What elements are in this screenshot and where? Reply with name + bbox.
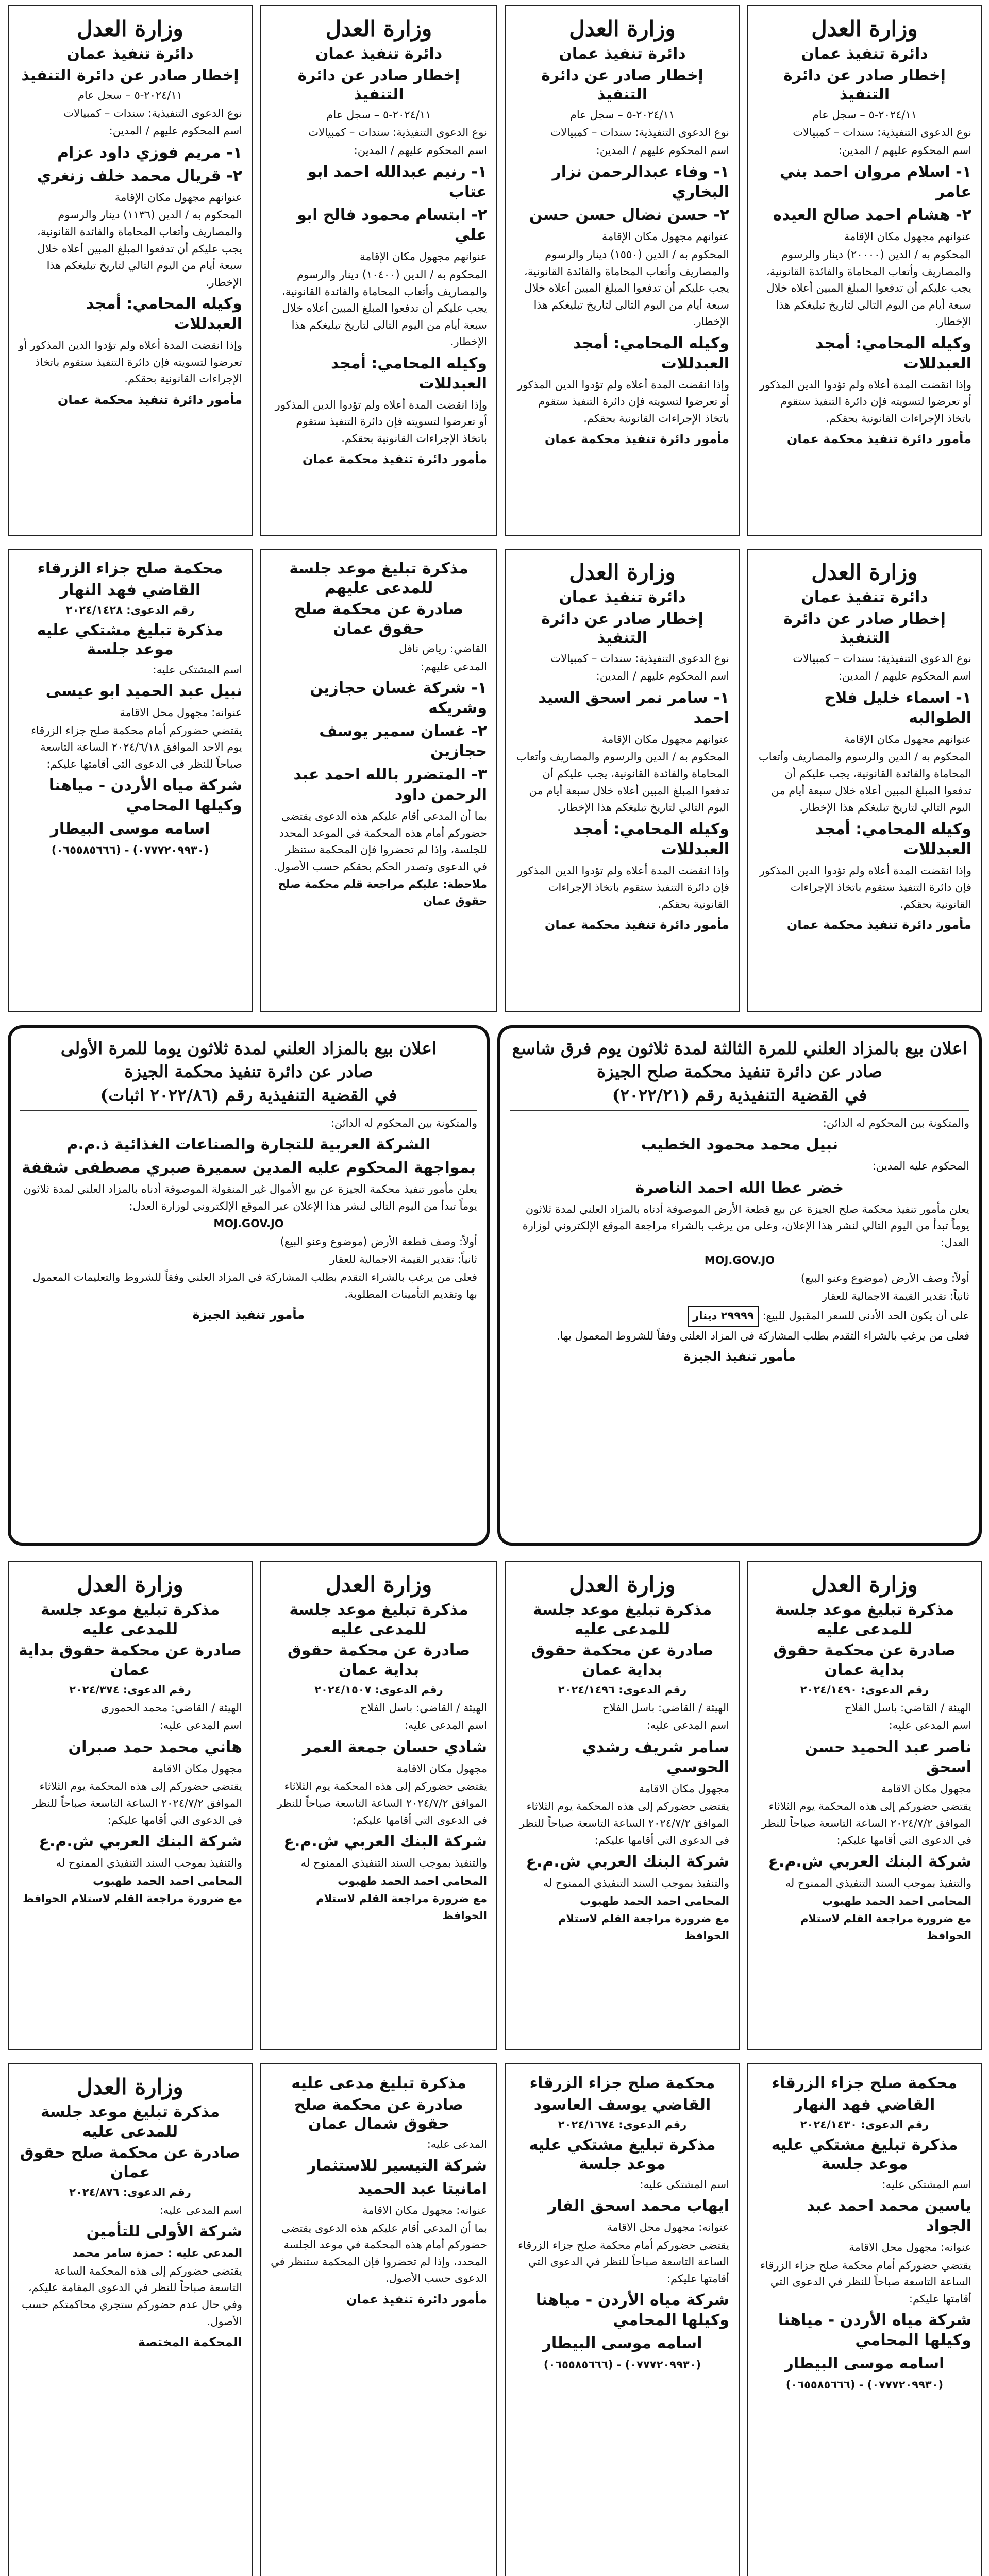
court-name: صادرة عن محكمة حقوق بداية عمان bbox=[287, 1641, 471, 1679]
case-number: رقم الدعوى: ٢٠٢٤/٣٧٤ bbox=[69, 1684, 191, 1697]
case-number: ٢٠٢٤/١١-٥ – سجل عام bbox=[77, 89, 183, 102]
ministry-title: وزارة العدل bbox=[811, 560, 918, 585]
notice-heading: إخطار صادر عن دائرة التنفيذ bbox=[541, 609, 703, 648]
notice-r5-4: وزارة العدل مذكرة تبليغ موعد جلسة للمدعى عليه صادرة عن محكمة صلح حقوق عمان رقم الدعوى: ٢٠٢٤/٨٧٦ اسم المدعى عليه: شركة الأولى للتأمين المدعي عليه : حمزة سامر محمد يقتضي حضوركم إلى هذه المحكمة الساعة التاسعة صباحاً للنظر في الدعوى المقامة عليكم، وفي حال عدم حضوركم ستجري محاكمتكم حسب الأصول. المحكمة المختصة bbox=[8, 2063, 253, 2576]
dept-title: دائرة تنفيذ عمان bbox=[315, 45, 443, 63]
lawyer-line: وكيله المحامي: أمجد العبدللات bbox=[86, 295, 242, 333]
notice-r2-b: وزارة العدل دائرة تنفيذ عمان إخطار صادر عن دائرة التنفيذ نوع الدعوى التنفيذية: سندات – كمبيالات اسم المحكوم عليهم / المدين: ١- سامر نمر اسحق السيد احمد عنوانهم مجهول مكان الإقامة المحكوم به / الدين والرسوم والمصاريف وأتعاب المحاماة والفائدة القانونية، يجب عليكم أن تدفعوا المبلغ المبين أعلاه خلال سبعة أيام من اليوم التالي لتاريخ تبليغكم هذا الإخطار. وكيله المحامي: أمجد العبدللات وإذا انقضت المدة أعلاه ولم تؤدوا الدين المذكور فإن دائرة التنفيذ ستقوم باتخاذ الإجراءات القانونية بحقكم. مأمور دائرة تنفيذ محكمة عمان bbox=[505, 549, 740, 1012]
ministry-title: وزارة العدل bbox=[569, 16, 676, 41]
summons-title: مذكرة تبليغ مشتكي عليه موعد جلسة bbox=[37, 621, 224, 659]
case-number: رقم الدعوى: ٢٠٢٤/١٦٧٤ bbox=[558, 2119, 687, 2131]
footer-note: مع ضرورة مراجعة القلم لاستلام الحوافظ bbox=[558, 1912, 729, 1942]
website: MOJ.GOV.JO bbox=[213, 1217, 284, 1230]
summons-title: مذكرة تبليغ مدعى عليه bbox=[291, 2074, 466, 2092]
footer-signature: المحكمة المختصة bbox=[138, 2335, 242, 2350]
defendant-name: ياسين محمد احمد عبد الجواد bbox=[807, 2197, 971, 2235]
notice-r1-2: وزارة العدل دائرة تنفيذ عمان إخطار صادر عن دائرة التنفيذ ٢٠٢٤/١١-٥ – سجل عام نوع الدعوى التنفيذية: سندات – كمبيالات اسم المحكوم عليهم / المدين: ١- وفاء عبدالرحمن نزار البخاري ٢- حسن نضال حسن حسن عنوانهم مجهول مكان الإقامة المحكوم به / الدين (١٥٥٠) دينار والرسوم والمصاريف وأتعاب المحاماة والفائدة القانونية، يجب عليكم أن تدفعوا المبلغ المبين أعلاه خلال سبعة أيام من اليوم التالي لتاريخ تبليغكم هذا الإخطار. وكيله المحامي: أمجد العبدللات وإذا انقضت المدة أعلاه ولم تؤدوا الدين المذكور أو تعرضوا لتسويته فإن دائرة التنفيذ ستقوم باتخاذ الإجراءات القانونية بحقكم. مأمور دائرة تنفيذ محكمة عمان bbox=[505, 5, 740, 536]
summons-title: مذكرة تبليغ موعد جلسة للمدعى عليه bbox=[40, 1601, 220, 1638]
complainant-lawyer: شركة مياه الأردن - مياهنا وكيلها المحامي bbox=[48, 776, 242, 815]
plaintiff-lawyer: المحامي احمد الحمد طهبوب bbox=[338, 1874, 487, 1887]
court-name: صادرة عن محكمة صلح حقوق عمان bbox=[294, 600, 464, 638]
plaintiff-name: شركة البنك العربي ش.م.ع bbox=[283, 1833, 487, 1851]
footer-signature: مأمور دائرة تنفيذ عمان bbox=[346, 2292, 487, 2307]
auction-notice-right: اعلان بيع بالمزاد العلني للمرة الثالثة لمدة ثلاثون يوم فرق شاسع صادر عن دائرة تنفيذ محكمة صلح الجيزة في القضية التنفيذية رقم (٢٠٢٢/٢١) والمتكونة بين المحكوم له الدائن: نبيل محمد محمود الخطيب المحكوم عليه المدين: خضر عطا الله احمد الناصرة يعلن مأمور تنفيذ محكمة صلح الجيزة عن بيع قطعة الأرض الموصوفة أدناه بالمزاد العلني لمدة ثلاثون يوماً تبدأ من اليوم التالي لنشر هذا الإعلان، وعلى من يرغب بالشراء مراجعة الموقع الإلكتروني لوزارة العدل: MOJ.GOV.JO أولاً: وصف الأرض (موضوع وعنو البيع) ثانياً: تقدير القيمة الاجمالية للعقار على أن يكون الحد الأدنى للسعر المقبول للبيع: ٢٩٩٩٩ دينار فعلى من يرغب بالشراء التقدم بطلب المشاركة في المزاد العلني وفقاً للشروط المعمول بها. مأمور تنفيذ الجيزة bbox=[497, 1025, 982, 1546]
case-number: رقم الدعوى: ٢٠٢٤/١٤٣٠ bbox=[800, 2119, 929, 2131]
complainant-lawyer: شركة مياه الأردن - مياهنا وكيلها المحامي bbox=[535, 2291, 729, 2330]
debtor-name: ١- اسلام مروان احمد بني عامر bbox=[779, 163, 971, 201]
case-number: في القضية التنفيذية رقم (٢٠٢٢/٢١) bbox=[612, 1084, 867, 1105]
court-name: صادرة عن محكمة حقوق بداية عمان bbox=[18, 1641, 242, 1679]
summons-title: مذكرة تبليغ مشتكي عليه موعد جلسة bbox=[771, 2136, 958, 2174]
defendant-name: شركة التيسير للاستثمار bbox=[307, 2157, 487, 2175]
complainant-lawyer: شركة مياه الأردن - مياهنا وكيلها المحامي bbox=[778, 2311, 971, 2350]
phone-numbers: (٠٧٧٧٢٠٩٩٣٠) - (٠٦٥٥٨٥٦٦٦) bbox=[785, 2379, 944, 2392]
notice-r4-3: وزارة العدل مذكرة تبليغ موعد جلسة للمدعى عليه صادرة عن محكمة حقوق بداية عمان رقم الدعوى: ٢٠٢٤/١٥٠٧ الهيئة / القاضي: باسل الفلاح اسم المدعى عليه: شادي حسان جمعة العمر مجهول مكان الاقامة يقتضي حضوركم إلى هذه المحكمة يوم الثلاثاء الموافق ٢٠٢٤/٧/٢ الساعة التاسعة صباحاً للنظر في الدعوى التي أقامها عليكم: شركة البنك العربي ش.م.ع والتنفيذ بموجب السند التنفيذي الممنوح له المحامي احمد الحمد طهبوب مع ضرورة مراجعة القلم لاستلام الحوافظ bbox=[260, 1561, 497, 2050]
creditor-name: نبيل محمد محمود الخطيب bbox=[641, 1136, 839, 1154]
footer-signature: مأمور دائرة تنفيذ محكمة عمان bbox=[544, 432, 729, 447]
judge-name: القاضي يوسف العاسود bbox=[533, 2095, 711, 2114]
website: MOJ.GOV.JO bbox=[704, 1254, 775, 1267]
case-number: رقم الدعوى: ٢٠٢٤/١٤٩٦ bbox=[558, 1684, 687, 1697]
summons-title: مذكرة تبليغ مشتكي عليه موعد جلسة bbox=[529, 2136, 716, 2174]
debtor-name: ٢- حسن نضال حسن حسن bbox=[529, 206, 729, 225]
judge-name: القاضي فهد النهار bbox=[59, 581, 201, 599]
defendant-name: هاني محمد حمد صبران bbox=[68, 1738, 242, 1756]
lawyer-line: وكيله المحامي: أمجد العبدللات bbox=[573, 334, 729, 372]
notice-r5-1: محكمة صلح جزاء الزرقاء القاضي فهد النهار رقم الدعوى: ٢٠٢٤/١٤٣٠ مذكرة تبليغ مشتكي عليه موعد جلسة اسم المشتكى عليه: ياسين محمد احمد عبد الجواد عنوانه: مجهول محل الاقامة يقتضي حضوركم أمام محكمة صلح جزاء الزرقاء الساعة التاسعة صباحاً للنظر في الدعوى التي أقامتها عليكم: شركة مياه الأردن - مياهنا وكيلها المحامي اسامه موسى البيطار (٠٧٧٧٢٠٩٩٣٠) - (٠٦٥٥٨٥٦٦٦) bbox=[747, 2063, 982, 2576]
issuer: صادر عن دائرة تنفيذ محكمة صلح الجيزة bbox=[596, 1061, 883, 1082]
defendant-name: سامر شريف رشدي الحوسي bbox=[582, 1738, 729, 1776]
lawyer-name: اسامه موسى البيطار bbox=[784, 2354, 945, 2373]
defendant-name: ٣- المتضرر بالله احمد عبد الرحمن داود bbox=[293, 766, 487, 804]
phone-numbers: (٠٧٧٧٢٠٩٩٣٠) - (٠٦٥٥٨٥٦٦٦) bbox=[543, 2359, 701, 2371]
footer-signature: مأمور دائرة تنفيذ محكمة عمان bbox=[786, 432, 971, 447]
footer-note: مع ضرورة مراجعة القلم لاستلام الحوافظ bbox=[800, 1912, 971, 1942]
court-name: صادرة عن محكمة صلح حقوق عمان bbox=[20, 2144, 241, 2181]
notice-r4-2: وزارة العدل مذكرة تبليغ موعد جلسة للمدعى عليه صادرة عن محكمة حقوق بداية عمان رقم الدعوى: ٢٠٢٤/١٤٩٦ الهيئة / القاضي: باسل الفلاح اسم المدعى عليه: سامر شريف رشدي الحوسي مجهول مكان الاقامة يقتضي حضوركم إلى هذه المحكمة يوم الثلاثاء الموافق ٢٠٢٤/٧/٢ الساعة التاسعة صباحاً للنظر في الدعوى التي أقامها عليكم: شركة البنك العربي ش.م.ع والتنفيذ بموجب السند التنفيذي الممنوح له المحامي احمد الحمد طهبوب مع ضرورة مراجعة القلم لاستلام الحوافظ bbox=[505, 1561, 740, 2050]
case-number: رقم الدعوى: ٢٠٢٤/٨٧٦ bbox=[69, 2186, 191, 2199]
lawyer-line: وكيله المحامي: أمجد العبدللات bbox=[815, 820, 971, 858]
ministry-title: وزارة العدل bbox=[325, 1572, 432, 1597]
lawyer-line: وكيله المحامي: أمجد العبدللات bbox=[573, 820, 729, 858]
plaintiff-lawyer: المحامي احمد الحمد طهبوب bbox=[822, 1894, 971, 1907]
auction-title: اعلان بيع بالمزاد العلني لمدة ثلاثون يوما للمرة الأولى bbox=[60, 1038, 437, 1058]
defendant-name: ٢- غسان سمير يوسف حجازين bbox=[319, 722, 487, 761]
notice-r4-4: وزارة العدل مذكرة تبليغ موعد جلسة للمدعى عليه صادرة عن محكمة حقوق بداية عمان رقم الدعوى: ٢٠٢٤/٣٧٤ الهيئة / القاضي: محمد الحموري اسم المدعى عليه: هاني محمد حمد صبران مجهول مكان الاقامة يقتضي حضوركم إلى هذه المحكمة يوم الثلاثاء الموافق ٢٠٢٤/٧/٢ الساعة التاسعة صباحاً للنظر في الدعوى التي أقامها عليكم: شركة البنك العربي ش.م.ع والتنفيذ بموجب السند التنفيذي الممنوح له المحامي احمد الحمد طهبوب مع ضرورة مراجعة القلم لاستلام الحوافظ bbox=[8, 1561, 253, 2050]
debtor-name: ٢- هشام احمد صالح العيده bbox=[773, 206, 971, 225]
dept-title: دائرة تنفيذ عمان bbox=[559, 45, 686, 63]
case-number: ٢٠٢٤/١١-٥ – سجل عام bbox=[812, 108, 917, 121]
notice-r1-3: وزارة العدل دائرة تنفيذ عمان إخطار صادر عن دائرة التنفيذ ٢٠٢٤/١١-٥ – سجل عام نوع الدعوى التنفيذية: سندات – كمبيالات اسم المحكوم عليهم / المدين: ١- رنيم عبدالله احمد ابو عتاب ٢- ابتسام محمود فالح ابو علي عنوانهم مجهول مكان الإقامة المحكوم به / الدين (١٠٤٠٠) دينار والرسوم والمصاريف وأتعاب المحاماة والفائدة القانونية، يجب عليكم أن تدفعوا المبلغ المبين أعلاه خلال سبعة أيام من اليوم التالي لتاريخ تبليغكم هذا الإخطار. وكيله المحامي: أمجد العبدللات وإذا انقضت المدة أعلاه ولم تؤدوا الدين المذكور أو تعرضوا لتسويته فإن دائرة التنفيذ ستقوم باتخاذ الإجراءات القانونية بحقكم. مأمور دائرة تنفيذ محكمة عمان bbox=[260, 5, 497, 536]
defendant-name: شركة الأولى للتأمين bbox=[86, 2223, 242, 2241]
summons-title: مذكرة تبليغ موعد جلسة للمدعى عليه bbox=[40, 2103, 220, 2141]
notice-r4-1: وزارة العدل مذكرة تبليغ موعد جلسة للمدعى عليه صادرة عن محكمة حقوق بداية عمان رقم الدعوى: ٢٠٢٤/١٤٩٠ الهيئة / القاضي: باسل الفلاح اسم المدعى عليه: ناصر عبد الحميد حسن اسحق مجهول مكان الاقامة يقتضي حضوركم إلى هذه المحكمة يوم الثلاثاء الموافق ٢٠٢٤/٧/٢ الساعة التاسعة صباحاً للنظر في الدعوى التي أقامها عليكم: شركة البنك العربي ش.م.ع والتنفيذ بموجب السند التنفيذي الممنوح له المحامي احمد الحمد طهبوب مع ضرورة مراجعة القلم لاستلام الحوافظ bbox=[747, 1561, 982, 2050]
lawyer-line: وكيله المحامي: أمجد العبدللات bbox=[815, 334, 971, 372]
case-number: رقم الدعوى: ٢٠٢٤/١٥٠٧ bbox=[314, 1684, 443, 1697]
phone-numbers: (٠٧٧٧٢٠٩٩٣٠) - (٠٦٥٥٨٥٦٦٦) bbox=[51, 844, 209, 857]
debtor-name: ٢- قريال محمد خلف زنغري bbox=[37, 166, 242, 185]
footer-note: مع ضرورة مراجعة القلم لاستلام الحوافظ bbox=[22, 1892, 242, 1905]
case-number: في القضية التنفيذية رقم (٢٠٢٢/٨٦ اثبات) bbox=[100, 1084, 397, 1105]
ministry-title: وزارة العدل bbox=[569, 1572, 676, 1597]
debtor-name: ١- مريم فوزي داود عزام bbox=[57, 143, 242, 162]
footer-note: مع ضرورة مراجعة القلم لاستلام الحوافظ bbox=[316, 1892, 487, 1922]
lawyer-line: وكيله المحامي: أمجد العبدللات bbox=[331, 354, 487, 393]
ministry-title: وزارة العدل bbox=[77, 1572, 183, 1597]
notice-r5-3: مذكرة تبليغ مدعى عليه صادرة عن محكمة صلح حقوق شمال عمان المدعى عليه: شركة التيسير للاستثمار امانيتا عبد الحميد عنوانه: مجهول مكان الاقامة بما أن المدعي أقام عليكم هذه الدعوى يقتضي حضوركم أمام هذه المحكمة في موعد الجلسة المحدد، وإذا لم تحضروا فإن المحكمة ستنظر في الدعوى حسب الأصول. مأمور دائرة تنفيذ عمان bbox=[260, 2063, 497, 2576]
debtor-name: ١- سامر نمر اسحق السيد احمد bbox=[538, 688, 729, 727]
lawyer-name: اسامه موسى البيطار bbox=[50, 820, 210, 838]
notice-r5-2: محكمة صلح جزاء الزرقاء القاضي يوسف العاسود رقم الدعوى: ٢٠٢٤/١٦٧٤ مذكرة تبليغ مشتكي عليه موعد جلسة اسم المشتكى عليه: ايهاب محمد اسحق الفار عنوانه: مجهول محل الاقامة يقتضي حضوركم أمام محكمة صلح جزاء الزرقاء الساعة التاسعة صباحاً للنظر في الدعوى التي أقامتها عليكم: شركة مياه الأردن - مياهنا وكيلها المحامي اسامه موسى البيطار (٠٧٧٧٢٠٩٩٣٠) - (٠٦٥٥٨٥٦٦٦) bbox=[505, 2063, 740, 2576]
notice-heading: إخطار صادر عن دائرة التنفيذ bbox=[783, 66, 946, 104]
footer-signature: مأمور تنفيذ الجيزة bbox=[192, 1308, 305, 1323]
ministry-title: وزارة العدل bbox=[811, 1572, 918, 1597]
debtor-name: ١- اسماء خليل فلاح الطوالبه bbox=[824, 688, 971, 727]
notice-r2-a: وزارة العدل دائرة تنفيذ عمان إخطار صادر عن دائرة التنفيذ نوع الدعوى التنفيذية: سندات – كمبيالات اسم المحكوم عليهم / المدين: ١- اسماء خليل فلاح الطوالبه عنوانهم مجهول مكان الإقامة المحكوم به / الدين والرسوم والمصاريف وأتعاب المحاماة والفائدة القانونية، يجب عليكم أن تدفعوا المبلغ المبين أعلاه خلال سبعة أيام من اليوم التالي لتاريخ تبليغكم هذا الإخطار. وكيله المحامي: أمجد العبدللات وإذا انقضت المدة أعلاه ولم تؤدوا الدين المذكور فإن دائرة التنفيذ ستقوم باتخاذ الإجراءات القانونية بحقكم. مأمور دائرة تنفيذ محكمة عمان bbox=[747, 549, 982, 1012]
defendant-name: ١- شركة غسان حجازين وشريكه bbox=[310, 679, 487, 718]
footer-signature: مأمور تنفيذ الجيزة bbox=[683, 1349, 796, 1364]
ministry-title: وزارة العدل bbox=[569, 560, 676, 585]
plaintiff-lawyer: المحامي احمد الحمد طهبوب bbox=[580, 1894, 729, 1907]
ministry-title: وزارة العدل bbox=[77, 16, 183, 41]
case-number: ٢٠٢٤/١١-٥ – سجل عام bbox=[569, 108, 675, 121]
summons-title: مذكرة تبليغ موعد جلسة للمدعى عليهم bbox=[289, 560, 468, 597]
debtor-name: ٢- ابتسام محمود فالح ابو علي bbox=[297, 206, 487, 245]
issuer: صادر عن دائرة تنفيذ محكمة الجيزة bbox=[124, 1061, 373, 1082]
defendant-name: شادي حسان جمعة العمر bbox=[302, 1738, 487, 1756]
defendant-name: ناصر عبد الحميد حسن اسحق bbox=[804, 1738, 971, 1776]
notice-heading: إخطار صادر عن دائرة التنفيذ bbox=[541, 66, 703, 104]
dept-title: دائرة تنفيذ عمان bbox=[559, 588, 686, 607]
plaintiff-name: شركة البنك العربي ش.م.ع bbox=[39, 1833, 242, 1851]
notice-r1-4: وزارة العدل دائرة تنفيذ عمان إخطار صادر عن دائرة التنفيذ ٢٠٢٤/١١-٥ – سجل عام نوع الدعوى التنفيذية: سندات – كمبيالات اسم المحكوم عليهم / المدين: ١- مريم فوزي داود عزام ٢- قريال محمد خلف زنغري عنوانهم مجهول مكان الإقامة المحكوم به / الدين (١١٣٦) دينار والرسوم والمصاريف وأتعاب المحاماة والفائدة القانونية، يجب عليكم أن تدفعوا المبلغ المبين أعلاه خلال سبعة أيام من اليوم التالي لتاريخ تبليغكم هذا الإخطار. وكيله المحامي: أمجد العبدللات وإذا انقضت المدة أعلاه ولم تؤدوا الدين المذكور أو تعرضوا لتسويته فإن دائرة التنفيذ ستقوم باتخاذ الإجراءات القانونية بحقكم. مأمور دائرة تنفيذ محكمة عمان bbox=[8, 5, 253, 536]
court-name: محكمة صلح جزاء الزرقاء bbox=[772, 2074, 958, 2092]
summons-title: مذكرة تبليغ موعد جلسة للمدعى عليه bbox=[532, 1601, 712, 1638]
auction-notice-left: اعلان بيع بالمزاد العلني لمدة ثلاثون يوما للمرة الأولى صادر عن دائرة تنفيذ محكمة الجيزة في القضية التنفيذية رقم (٢٠٢٢/٨٦ اثبات) والمتكونة بين المحكوم له الدائن: الشركة العربية للتجارة والصناعات الغذائية ذ.م.م بمواجهة المحكوم عليه المدين سميرة صبري مصطفى شقفة يعلن مأمور تنفيذ محكمة الجيزة عن بيع الأموال غير المنقولة الموصوفة أدناه بالمزاد العلني لمدة ثلاثون يوماً تبدأ من اليوم التالي لنشر هذا الإعلان عبر الموقع الإلكتروني لوزارة العدل: MOJ.GOV.JO أولاً: وصف قطعة الأرض (موضوع وعنو البيع) ثانياً: تقدير القيمة الاجمالية للعقار فعلى من يرغب بالشراء التقدم بطلب المشاركة في المزاد العلني وفقاً للشروط والتعليمات المعمول بها وتقديم التأمينات المطلوبة. مأمور تنفيذ الجيزة bbox=[8, 1025, 490, 1546]
court-name: صادرة عن محكمة صلح حقوق شمال عمان bbox=[294, 2095, 464, 2133]
footer-signature: مأمور دائرة تنفيذ محكمة عمان bbox=[302, 452, 487, 467]
summons-title: مذكرة تبليغ موعد جلسة للمدعى عليه bbox=[289, 1601, 468, 1638]
ministry-title: وزارة العدل bbox=[811, 16, 918, 41]
case-number: ٢٠٢٤/١١-٥ – سجل عام bbox=[326, 108, 431, 121]
plaintiff-name: شركة البنك العربي ش.م.ع bbox=[768, 1853, 971, 1871]
minimum-price: ٢٩٩٩٩ دينار bbox=[688, 1306, 759, 1327]
plaintiff-name: شركة البنك العربي ش.م.ع bbox=[526, 1853, 729, 1871]
footer-signature: مأمور دائرة تنفيذ محكمة عمان bbox=[544, 918, 729, 933]
case-number: رقم الدعوى: ٢٠٢٤/١٤٩٠ bbox=[800, 1684, 929, 1697]
case-number: رقم الدعوى: ٢٠٢٤/١٤٢٨ bbox=[65, 604, 195, 616]
creditor-name: الشركة العربية للتجارة والصناعات الغذائية ذ.م.م bbox=[66, 1136, 431, 1154]
judge-name: القاضي فهد النهار bbox=[794, 2095, 935, 2114]
ministry-title: وزارة العدل bbox=[77, 2074, 183, 2099]
plaintiff-lawyer: المحامي احمد الحمد طهبوب bbox=[93, 1874, 242, 1887]
court-name: محكمة صلح جزاء الزرقاء bbox=[529, 2074, 715, 2092]
court-name: محكمة صلح جزاء الزرقاء bbox=[37, 560, 223, 578]
summons-title: مذكرة تبليغ موعد جلسة للمدعى عليه bbox=[775, 1601, 954, 1638]
notice-heading: إخطار صادر عن دائرة التنفيذ bbox=[297, 66, 460, 104]
defendant-name: امانيتا عبد الحميد bbox=[358, 2180, 487, 2198]
dept-title: دائرة تنفيذ عمان bbox=[801, 45, 928, 63]
notice-heading: إخطار صادر عن دائرة التنفيذ bbox=[21, 66, 239, 84]
plaintiff-name: المدعي عليه : حمزة سامر محمد bbox=[72, 2247, 242, 2260]
notice-r2-c: مذكرة تبليغ موعد جلسة للمدعى عليهم صادرة عن محكمة صلح حقوق عمان القاضي: رياض نافل المدعى عليهم: ١- شركة غسان حجازين وشريكه ٢- غسان سمير يوسف حجازين ٣- المتضرر بالله احمد عبد الرحمن داود بما أن المدعي أقام عليكم هذه الدعوى يقتضي حضوركم أمام هذه المحكمة في الموعد المحدد للجلسة، وإذا لم تحضروا فإن المحكمة ستنظر في الدعوى وتصدر الحكم بحقكم حسب الأصول. ملاحظة: عليكم مراجعة قلم محكمة صلح حقوق عمان bbox=[260, 549, 497, 1012]
footer-signature: مأمور دائرة تنفيذ محكمة عمان bbox=[57, 392, 242, 407]
notice-r1-1: وزارة العدل دائرة تنفيذ عمان إخطار صادر عن دائرة التنفيذ ٢٠٢٤/١١-٥ – سجل عام نوع الدعوى التنفيذية: سندات – كمبيالات اسم المحكوم عليهم / المدين: ١- اسلام مروان احمد بني عامر ٢- هشام احمد صالح العيده عنوانهم مجهول مكان الإقامة المحكوم به / الدين (٢٠٠٠٠) دينار والرسوم والمصاريف وأتعاب المحاماة والفائدة القانونية، يجب عليكم أن تدفعوا المبلغ المبين أعلاه خلال سبعة أيام من اليوم التالي لتاريخ تبليغكم هذا الإخطار. وكيله المحامي: أمجد العبدللات وإذا انقضت المدة أعلاه ولم تؤدوا الدين المذكور أو تعرضوا لتسويته فإن دائرة التنفيذ ستقوم باتخاذ الإجراءات القانونية بحقكم. مأمور دائرة تنفيذ محكمة عمان bbox=[747, 5, 982, 536]
defendant-name: نبيل عبد الحميد ابو عيسى bbox=[45, 682, 242, 701]
lawyer-name: اسامه موسى البيطار bbox=[542, 2334, 702, 2353]
debtor-name: بمواجهة المحكوم عليه المدين سميرة صبري مصطفى شقفة bbox=[22, 1159, 476, 1177]
debtor-name: خضر عطا الله احمد الناصرة bbox=[635, 1178, 844, 1197]
auction-title: اعلان بيع بالمزاد العلني للمرة الثالثة لمدة ثلاثون يوم فرق شاسع bbox=[512, 1038, 967, 1058]
footer-note: ملاحظة: عليكم مراجعة قلم محكمة صلح حقوق عمان bbox=[278, 878, 487, 907]
notice-heading: إخطار صادر عن دائرة التنفيذ bbox=[783, 609, 946, 648]
debtor-name: ١- وفاء عبدالرحمن نزار البخاري bbox=[552, 163, 729, 201]
ministry-title: وزارة العدل bbox=[325, 16, 432, 41]
dept-title: دائرة تنفيذ عمان bbox=[66, 45, 194, 63]
debtor-name: ١- رنيم عبدالله احمد ابو عتاب bbox=[307, 163, 487, 201]
court-name: صادرة عن محكمة حقوق بداية عمان bbox=[773, 1641, 956, 1679]
court-name: صادرة عن محكمة حقوق بداية عمان bbox=[531, 1641, 714, 1679]
dept-title: دائرة تنفيذ عمان bbox=[801, 588, 928, 607]
notice-r2-d: محكمة صلح جزاء الزرقاء القاضي فهد النهار رقم الدعوى: ٢٠٢٤/١٤٢٨ مذكرة تبليغ مشتكي عليه موعد جلسة اسم المشتكى عليه: نبيل عبد الحميد ابو عيسى عنوانه: مجهول محل الاقامة يقتضي حضوركم أمام محكمة صلح جزاء الزرقاء يوم الاحد الموافق ٢٠٢٤/٦/١٨ الساعة التاسعة صباحاً للنظر في الدعوى التي أقامتها عليكم: شركة مياه الأردن - مياهنا وكيلها المحامي اسامه موسى البيطار (٠٧٧٧٢٠٩٩٣٠) - (٠٦٥٥٨٥٦٦٦) bbox=[8, 549, 253, 1012]
defendant-name: ايهاب محمد اسحق الفار bbox=[548, 2197, 729, 2215]
footer-signature: مأمور دائرة تنفيذ محكمة عمان bbox=[786, 918, 971, 933]
